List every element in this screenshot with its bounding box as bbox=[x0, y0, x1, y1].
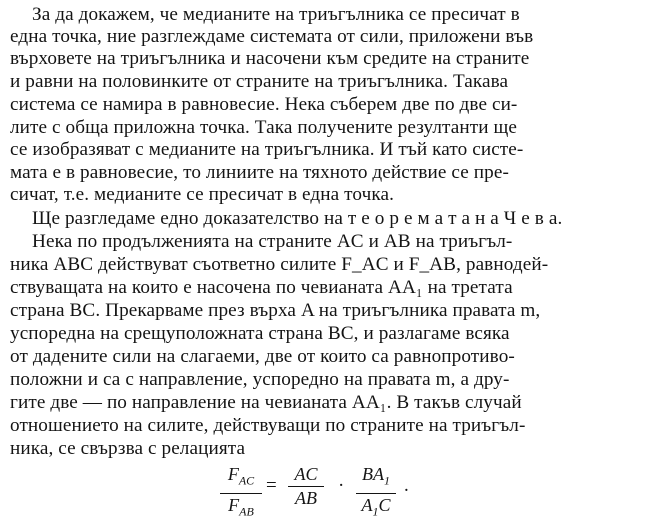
text-line: ника ABC действуват съответно силите F_AC и F_AB, равнодей- bbox=[10, 254, 549, 275]
text-line: успоредна на срещуположната страна BC, и разлагаме всяка bbox=[10, 323, 510, 344]
text-line: ствуващата на които е насочена по чевианата AA₁ на третата bbox=[10, 277, 513, 298]
formula-end-period: . bbox=[404, 475, 409, 496]
text-line: сичат, т.е. медианите се пресичат в една точка. bbox=[10, 184, 394, 205]
text-line: система се намира в равновесие. Нека съберем две по две си- bbox=[10, 94, 518, 115]
text-line: гите две — по направление на чевианата AA₁. В такъв случай bbox=[10, 392, 522, 413]
formula-first-denominator: AB bbox=[295, 488, 317, 508]
text-line: Нека по продълженията на страните AC и AB на триъгъл- bbox=[32, 231, 513, 252]
text-line: върховете на триъгълника и насочени към средите на страните bbox=[10, 48, 530, 69]
text-line: се изобразяват с медианите на триъгълника. И тъй като систе- bbox=[10, 139, 524, 160]
formula-equals-sign: = bbox=[266, 475, 277, 496]
formula-second-denominator-subscript: 1 bbox=[372, 504, 379, 519]
formula-second-denominator-rest: C bbox=[378, 494, 391, 515]
formula-lhs-denominator: F bbox=[228, 494, 240, 515]
document-page bbox=[10, 0, 650, 519]
formula-second-numerator-subscript: 1 bbox=[384, 473, 390, 488]
text-line: лите с обща приложна точка. Така получените резултанти ще bbox=[10, 117, 517, 138]
text-line: мата е в равновесие, то линиите на тяхното действие се пре- bbox=[10, 162, 509, 183]
formula-lhs-numerator-subscript: AC bbox=[238, 473, 255, 488]
fraction-bar bbox=[288, 486, 324, 487]
fraction-bar bbox=[220, 493, 262, 494]
text-line: страна BC. Прекарваме през върха A на триъгълника правата m, bbox=[10, 300, 541, 321]
text-line: Ще разгледаме едно доказателство на т е о р е м а т а н а Ч е в а. bbox=[32, 208, 563, 229]
text-line: ника, се свързва с релацията bbox=[10, 438, 246, 459]
formula-multiplication-dot: · bbox=[338, 475, 345, 496]
formula-first-fraction bbox=[288, 464, 324, 508]
formula-second-denominator: A bbox=[361, 494, 373, 515]
text-line: от дадените сили на слагаеми, две от които са равнопротиво- bbox=[10, 346, 515, 367]
fraction-bar bbox=[356, 493, 396, 494]
formula-lhs-numerator: F bbox=[227, 464, 239, 484]
formula bbox=[220, 464, 450, 519]
formula-first-numerator: AC bbox=[294, 464, 318, 484]
text-line: За да докажем, че медианите на триъгълника се пресичат в bbox=[32, 4, 520, 25]
text-line: една точка, ние разглеждаме системата от сили, приложени във bbox=[10, 26, 534, 47]
text-line: отношението на силите, действуващи по страните на триъгъл- bbox=[10, 415, 526, 436]
text-line: и равни на половинките от страните на триъгълника. Такава bbox=[10, 71, 509, 92]
formula-second-fraction bbox=[356, 464, 396, 521]
text-line: положни и са с направление, успоредно на правата m, а дру- bbox=[10, 369, 510, 390]
formula-lhs-denominator-subscript: AB bbox=[239, 504, 254, 519]
formula-lhs-fraction bbox=[220, 464, 262, 521]
formula-second-numerator: BA bbox=[362, 464, 384, 484]
